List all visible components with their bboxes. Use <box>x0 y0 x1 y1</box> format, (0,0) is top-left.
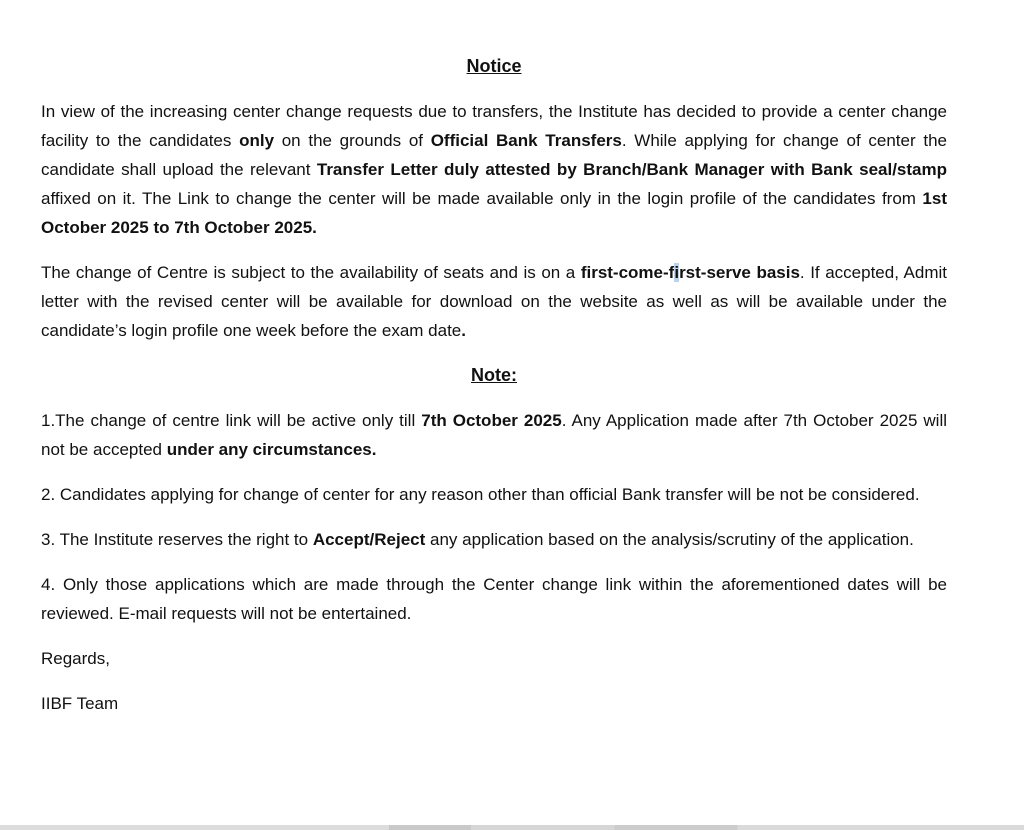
text-run: 3. The Institute reserves the right to <box>41 530 313 549</box>
bold-text-run: Accept/Reject <box>312 530 426 549</box>
text-run: . While applying for change of center the candidate shall upload the relevant <box>41 131 947 179</box>
bold-text-run: only <box>239 131 275 150</box>
bold-text-run: 1st October 2025 to 7th October 2025. <box>41 189 947 237</box>
bold-text-run: rst-serve basis <box>679 263 800 282</box>
selected-text-run: i <box>674 263 680 282</box>
text-run: on the grounds of <box>274 131 431 150</box>
text-run: 4. Only those applications which are made through the Center change link within the aforementioned dates will be reviewed. E-mail requests will not be entertained. <box>41 575 947 623</box>
note-item-1 <box>41 406 947 464</box>
note-item-4 <box>41 570 947 628</box>
text-run: any application based on the analysis/scrutiny of the application. <box>425 530 914 549</box>
bold-text-run: Official Bank Transfers <box>430 131 622 150</box>
text-run: 2. Candidates applying for change of center for any reason other than official Bank transfer will be not be considered. <box>41 485 920 504</box>
text-run: IIBF Team <box>41 694 119 713</box>
notice-heading: Notice <box>466 56 522 76</box>
text-run: 1.The change of centre link will be active only till <box>41 411 422 430</box>
bold-text-run: first-come-f <box>580 263 675 282</box>
regards-line <box>41 644 947 673</box>
bold-text-run: . <box>461 321 466 340</box>
bold-text-run: 7th October 2025 <box>421 411 562 430</box>
note-item-3 <box>41 525 947 554</box>
bold-text-run: under any circumstances. <box>166 440 377 459</box>
note-heading: Note: <box>471 365 517 385</box>
signature-line <box>41 689 947 718</box>
paragraph-intro <box>41 97 947 242</box>
text-run: . Any Application made after 7th October 2025 will not be accepted <box>41 411 947 459</box>
text-run: In view of the increasing center change requests due to transfers, the Institute has decided to provide a center change facility to the candidates <box>41 102 947 150</box>
bold-text-run: Transfer Letter duly attested by Branch/Bank Manager with Bank seal/stamp <box>316 160 948 179</box>
text-run: The change of Centre is subject to the availability of seats and is on a <box>41 263 581 282</box>
text-run: affixed on it. The Link to change the center will be made available only in the login profile of the candidates from <box>41 189 923 208</box>
paragraph-availability <box>41 258 947 345</box>
bottom-edge-artifact <box>0 825 1024 830</box>
text-run: Regards, <box>41 649 110 668</box>
text-run: . If accepted, Admit letter with the revised center will be available for download on the website as well as will be available under the candidate’s login profile one week before the exam date <box>41 263 947 340</box>
note-item-2 <box>41 480 947 509</box>
